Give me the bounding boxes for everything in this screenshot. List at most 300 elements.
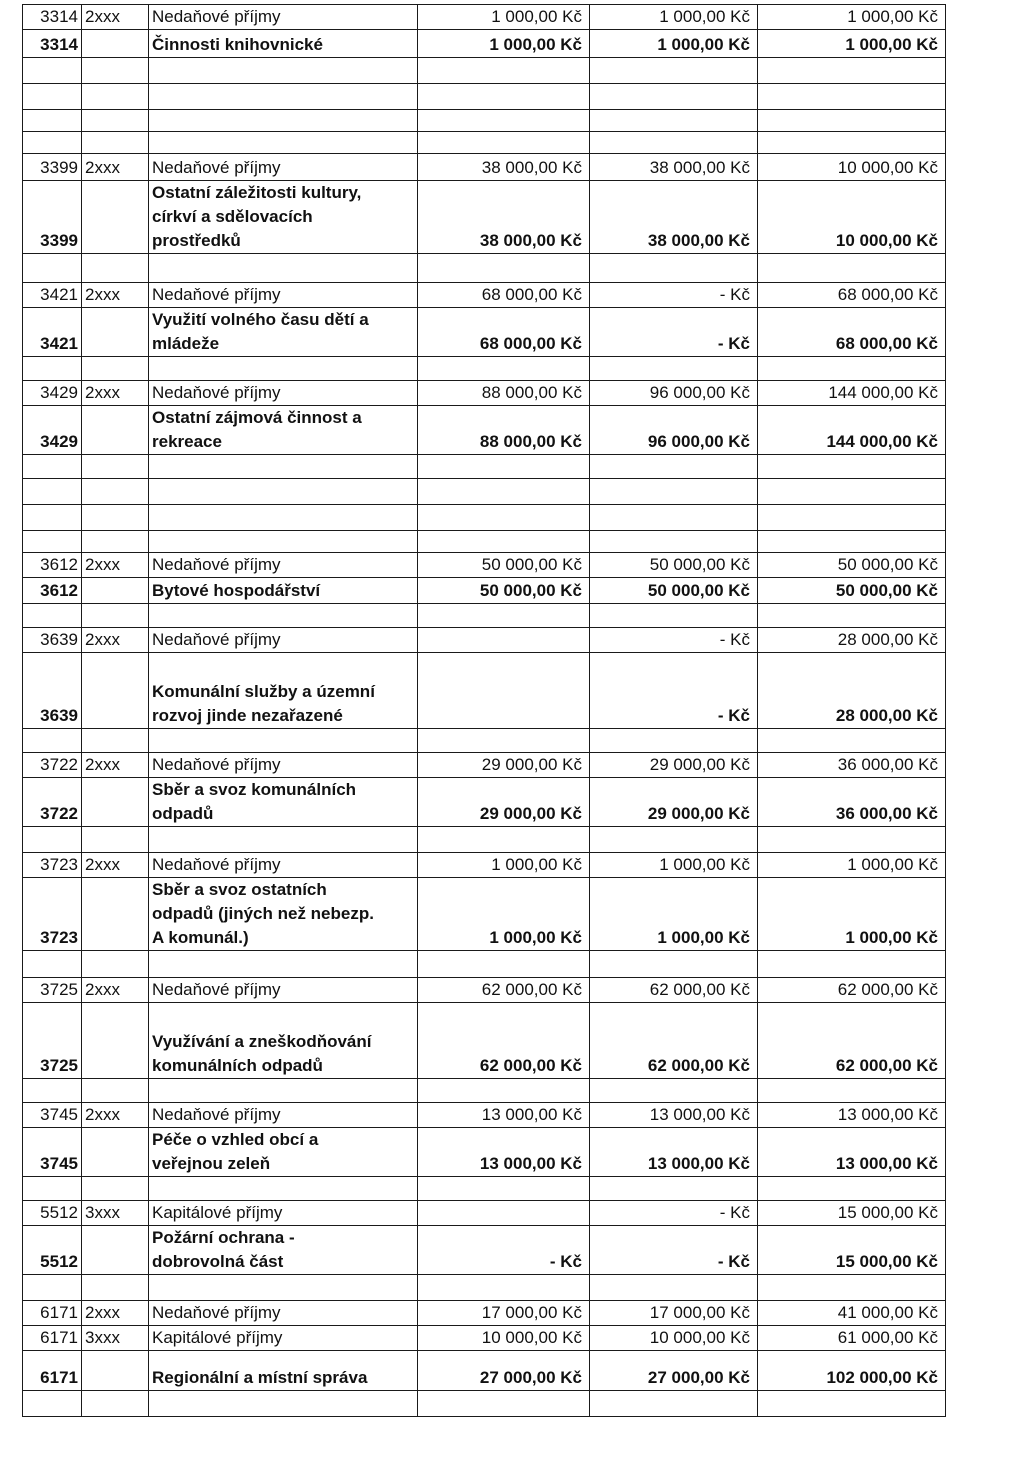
value-2-cell <box>590 455 758 479</box>
description-cell: Ostatní záležitosti kultury, církví a sdělovacích prostředků <box>149 181 418 254</box>
table-row <box>23 978 946 1003</box>
value-3-cell: 68 000,00 Kč <box>758 308 946 357</box>
table-row-empty <box>23 254 946 283</box>
paragraph-cell: 3429 <box>23 381 82 406</box>
item-code-cell: 2xxx <box>82 753 149 778</box>
value-1-cell: 68 000,00 Kč <box>418 308 590 357</box>
description-cell <box>149 455 418 479</box>
value-1-cell: 1 000,00 Kč <box>418 853 590 878</box>
paragraph-cell: 3421 <box>23 308 82 357</box>
paragraph-cell: 3399 <box>23 154 82 181</box>
paragraph-cell: 3612 <box>23 553 82 578</box>
value-1-cell: 29 000,00 Kč <box>418 753 590 778</box>
value-1-cell: 29 000,00 Kč <box>418 778 590 827</box>
item-code-cell <box>82 1003 149 1079</box>
value-1-cell <box>418 1391 590 1417</box>
item-code-cell: 2xxx <box>82 553 149 578</box>
paragraph-cell: 3399 <box>23 181 82 254</box>
value-2-cell <box>590 132 758 154</box>
description-cell <box>149 505 418 531</box>
value-2-cell <box>590 505 758 531</box>
value-2-cell <box>590 1079 758 1103</box>
value-2-cell: - Kč <box>590 283 758 308</box>
value-1-cell: 10 000,00 Kč <box>418 1326 590 1351</box>
value-1-cell <box>418 505 590 531</box>
value-2-cell: - Kč <box>590 1201 758 1226</box>
value-3-cell <box>758 1275 946 1301</box>
table-row <box>23 753 946 778</box>
value-2-cell: 1 000,00 Kč <box>590 30 758 58</box>
table-row <box>23 283 946 308</box>
table-row <box>23 1103 946 1128</box>
description-cell: Péče o vzhled obcí a veřejnou zeleň <box>149 1128 418 1177</box>
table-row-empty <box>23 1275 946 1301</box>
paragraph-cell <box>23 1177 82 1201</box>
paragraph-cell <box>23 132 82 154</box>
value-1-cell <box>418 653 590 729</box>
value-2-cell: 62 000,00 Kč <box>590 978 758 1003</box>
description-cell: Nedaňové příjmy <box>149 553 418 578</box>
table-row <box>23 1301 946 1326</box>
value-1-cell: 17 000,00 Kč <box>418 1301 590 1326</box>
item-code-cell <box>82 1079 149 1103</box>
paragraph-cell: 3314 <box>23 5 82 30</box>
value-2-cell <box>590 951 758 978</box>
value-2-cell <box>590 357 758 381</box>
table-row-empty <box>23 604 946 628</box>
paragraph-cell: 3639 <box>23 628 82 653</box>
value-2-cell: 29 000,00 Kč <box>590 753 758 778</box>
value-1-cell <box>418 1201 590 1226</box>
paragraph-cell <box>23 531 82 553</box>
description-cell: Kapitálové příjmy <box>149 1201 418 1226</box>
value-2-cell <box>590 827 758 853</box>
item-code-cell <box>82 578 149 604</box>
paragraph-cell <box>23 951 82 978</box>
value-2-cell: 96 000,00 Kč <box>590 406 758 455</box>
description-cell <box>149 254 418 283</box>
value-2-cell: 1 000,00 Kč <box>590 5 758 30</box>
item-code-cell <box>82 653 149 729</box>
value-1-cell: 1 000,00 Kč <box>418 878 590 951</box>
value-1-cell <box>418 628 590 653</box>
value-1-cell <box>418 1275 590 1301</box>
value-2-cell: 38 000,00 Kč <box>590 181 758 254</box>
value-1-cell <box>418 604 590 628</box>
value-1-cell: 1 000,00 Kč <box>418 5 590 30</box>
description-cell <box>149 357 418 381</box>
value-2-cell: 10 000,00 Kč <box>590 1326 758 1351</box>
item-code-cell <box>82 778 149 827</box>
value-2-cell: 27 000,00 Kč <box>590 1351 758 1391</box>
value-3-cell <box>758 827 946 853</box>
item-code-cell <box>82 1226 149 1275</box>
paragraph-cell: 5512 <box>23 1201 82 1226</box>
value-3-cell: 1 000,00 Kč <box>758 30 946 58</box>
value-1-cell <box>418 58 590 84</box>
description-cell <box>149 1177 418 1201</box>
description-cell <box>149 1275 418 1301</box>
item-code-cell <box>82 30 149 58</box>
table-row-total <box>23 181 946 254</box>
table-row <box>23 154 946 181</box>
value-3-cell: 61 000,00 Kč <box>758 1326 946 1351</box>
description-cell <box>149 827 418 853</box>
value-1-cell <box>418 1079 590 1103</box>
item-code-cell: 2xxx <box>82 628 149 653</box>
table-row-empty <box>23 951 946 978</box>
description-cell: Využívání a zneškodňování komunálních odpadů <box>149 1003 418 1079</box>
item-code-cell <box>82 531 149 553</box>
description-cell <box>149 1391 418 1417</box>
value-1-cell: 38 000,00 Kč <box>418 154 590 181</box>
value-1-cell: 1 000,00 Kč <box>418 30 590 58</box>
value-2-cell <box>590 1391 758 1417</box>
value-2-cell: 13 000,00 Kč <box>590 1128 758 1177</box>
description-cell <box>149 604 418 628</box>
table-row-empty <box>23 58 946 84</box>
paragraph-cell <box>23 827 82 853</box>
item-code-cell <box>82 308 149 357</box>
value-2-cell <box>590 254 758 283</box>
paragraph-cell <box>23 254 82 283</box>
description-cell <box>149 1079 418 1103</box>
value-3-cell: 36 000,00 Kč <box>758 778 946 827</box>
table-row-total <box>23 1128 946 1177</box>
paragraph-cell: 3314 <box>23 30 82 58</box>
value-1-cell <box>418 827 590 853</box>
table-row-empty <box>23 1177 946 1201</box>
value-3-cell <box>758 479 946 505</box>
table-row-total <box>23 1226 946 1275</box>
value-1-cell <box>418 254 590 283</box>
value-2-cell: 13 000,00 Kč <box>590 1103 758 1128</box>
value-3-cell: 1 000,00 Kč <box>758 878 946 951</box>
value-2-cell: - Kč <box>590 653 758 729</box>
value-3-cell <box>758 357 946 381</box>
paragraph-cell: 3612 <box>23 578 82 604</box>
value-1-cell: 62 000,00 Kč <box>418 1003 590 1079</box>
table-row-empty <box>23 1079 946 1103</box>
value-3-cell: 13 000,00 Kč <box>758 1128 946 1177</box>
description-cell <box>149 132 418 154</box>
value-2-cell <box>590 58 758 84</box>
item-code-cell: 2xxx <box>82 283 149 308</box>
description-cell: Kapitálové příjmy <box>149 1326 418 1351</box>
value-2-cell: 1 000,00 Kč <box>590 853 758 878</box>
value-3-cell: 1 000,00 Kč <box>758 5 946 30</box>
description-cell: Sběr a svoz ostatních odpadů (jiných než nebezp. A komunál.) <box>149 878 418 951</box>
paragraph-cell <box>23 58 82 84</box>
value-2-cell: 50 000,00 Kč <box>590 578 758 604</box>
description-cell: Nedaňové příjmy <box>149 154 418 181</box>
item-code-cell <box>82 1128 149 1177</box>
item-code-cell: 2xxx <box>82 978 149 1003</box>
paragraph-cell: 3725 <box>23 1003 82 1079</box>
value-1-cell <box>418 531 590 553</box>
paragraph-cell <box>23 1079 82 1103</box>
value-3-cell: 68 000,00 Kč <box>758 283 946 308</box>
item-code-cell <box>82 1351 149 1391</box>
table-row <box>23 628 946 653</box>
value-2-cell: 1 000,00 Kč <box>590 878 758 951</box>
description-cell <box>149 531 418 553</box>
value-2-cell: 62 000,00 Kč <box>590 1003 758 1079</box>
value-3-cell <box>758 455 946 479</box>
description-cell: Sběr a svoz komunálních odpadů <box>149 778 418 827</box>
value-3-cell: 102 000,00 Kč <box>758 1351 946 1391</box>
value-1-cell <box>418 1177 590 1201</box>
item-code-cell <box>82 84 149 110</box>
item-code-cell <box>82 505 149 531</box>
item-code-cell <box>82 455 149 479</box>
description-cell <box>149 479 418 505</box>
value-3-cell: 28 000,00 Kč <box>758 628 946 653</box>
value-1-cell <box>418 132 590 154</box>
value-2-cell: 38 000,00 Kč <box>590 154 758 181</box>
paragraph-cell: 3725 <box>23 978 82 1003</box>
item-code-cell: 2xxx <box>82 381 149 406</box>
description-cell: Nedaňové příjmy <box>149 1103 418 1128</box>
description-cell: Nedaňové příjmy <box>149 978 418 1003</box>
table-row-empty <box>23 357 946 381</box>
value-3-cell: 10 000,00 Kč <box>758 181 946 254</box>
value-3-cell: 15 000,00 Kč <box>758 1201 946 1226</box>
value-1-cell <box>418 455 590 479</box>
paragraph-cell: 5512 <box>23 1226 82 1275</box>
value-3-cell: 1 000,00 Kč <box>758 853 946 878</box>
description-cell: Činnosti knihovnické <box>149 30 418 58</box>
value-3-cell: 15 000,00 Kč <box>758 1226 946 1275</box>
value-3-cell <box>758 951 946 978</box>
value-1-cell: 68 000,00 Kč <box>418 283 590 308</box>
table-row-total <box>23 578 946 604</box>
value-3-cell <box>758 505 946 531</box>
table-row-empty <box>23 505 946 531</box>
value-3-cell <box>758 1079 946 1103</box>
paragraph-cell <box>23 357 82 381</box>
value-3-cell <box>758 1391 946 1417</box>
table-row-empty <box>23 531 946 553</box>
value-2-cell: - Kč <box>590 308 758 357</box>
paragraph-cell: 6171 <box>23 1351 82 1391</box>
value-2-cell <box>590 110 758 132</box>
value-3-cell: 28 000,00 Kč <box>758 653 946 729</box>
description-cell <box>149 110 418 132</box>
value-1-cell <box>418 951 590 978</box>
item-code-cell: 2xxx <box>82 1103 149 1128</box>
paragraph-cell <box>23 729 82 753</box>
description-cell: Nedaňové příjmy <box>149 5 418 30</box>
paragraph-cell <box>23 505 82 531</box>
value-3-cell: 144 000,00 Kč <box>758 406 946 455</box>
value-1-cell <box>418 479 590 505</box>
item-code-cell <box>82 406 149 455</box>
value-3-cell: 62 000,00 Kč <box>758 978 946 1003</box>
paragraph-cell: 3722 <box>23 778 82 827</box>
description-cell: Nedaňové příjmy <box>149 628 418 653</box>
value-3-cell: 50 000,00 Kč <box>758 578 946 604</box>
table-row-empty <box>23 132 946 154</box>
table-row-empty <box>23 479 946 505</box>
value-1-cell <box>418 110 590 132</box>
table-row <box>23 1201 946 1226</box>
paragraph-cell <box>23 1391 82 1417</box>
item-code-cell: 2xxx <box>82 853 149 878</box>
value-1-cell <box>418 84 590 110</box>
value-3-cell <box>758 604 946 628</box>
item-code-cell <box>82 110 149 132</box>
description-cell: Požární ochrana - dobrovolná část <box>149 1226 418 1275</box>
table-row <box>23 853 946 878</box>
value-1-cell: 13 000,00 Kč <box>418 1128 590 1177</box>
value-1-cell: 50 000,00 Kč <box>418 578 590 604</box>
value-2-cell: 29 000,00 Kč <box>590 778 758 827</box>
description-cell: Nedaňové příjmy <box>149 1301 418 1326</box>
value-2-cell <box>590 84 758 110</box>
description-cell: Nedaňové příjmy <box>149 853 418 878</box>
value-1-cell <box>418 729 590 753</box>
value-2-cell: - Kč <box>590 628 758 653</box>
paragraph-cell: 6171 <box>23 1301 82 1326</box>
value-1-cell: 88 000,00 Kč <box>418 381 590 406</box>
value-2-cell <box>590 1177 758 1201</box>
value-2-cell <box>590 531 758 553</box>
paragraph-cell: 3745 <box>23 1128 82 1177</box>
table-row-total <box>23 406 946 455</box>
description-cell <box>149 58 418 84</box>
item-code-cell: 2xxx <box>82 154 149 181</box>
table-row-total <box>23 308 946 357</box>
description-cell <box>149 951 418 978</box>
item-code-cell <box>82 827 149 853</box>
budget-table <box>22 4 946 1417</box>
value-1-cell: 13 000,00 Kč <box>418 1103 590 1128</box>
item-code-cell <box>82 357 149 381</box>
value-3-cell <box>758 254 946 283</box>
description-cell: Regionální a místní správa <box>149 1351 418 1391</box>
value-3-cell <box>758 531 946 553</box>
table-row-total <box>23 30 946 58</box>
value-3-cell <box>758 729 946 753</box>
description-cell: Nedaňové příjmy <box>149 753 418 778</box>
table-row <box>23 1326 946 1351</box>
value-2-cell: - Kč <box>590 1226 758 1275</box>
item-code-cell <box>82 479 149 505</box>
paragraph-cell <box>23 84 82 110</box>
paragraph-cell: 3723 <box>23 878 82 951</box>
item-code-cell <box>82 181 149 254</box>
paragraph-cell <box>23 455 82 479</box>
table-row-total <box>23 778 946 827</box>
value-2-cell: 50 000,00 Kč <box>590 553 758 578</box>
paragraph-cell <box>23 110 82 132</box>
item-code-cell <box>82 254 149 283</box>
item-code-cell <box>82 1177 149 1201</box>
value-2-cell <box>590 604 758 628</box>
description-cell: Využití volného času dětí a mládeže <box>149 308 418 357</box>
value-3-cell: 144 000,00 Kč <box>758 381 946 406</box>
paragraph-cell: 3722 <box>23 753 82 778</box>
paragraph-cell: 3421 <box>23 283 82 308</box>
item-code-cell <box>82 729 149 753</box>
item-code-cell: 2xxx <box>82 5 149 30</box>
table-row-empty <box>23 455 946 479</box>
value-1-cell: - Kč <box>418 1226 590 1275</box>
value-1-cell: 27 000,00 Kč <box>418 1351 590 1391</box>
description-cell <box>149 729 418 753</box>
value-3-cell <box>758 132 946 154</box>
value-2-cell <box>590 479 758 505</box>
value-3-cell <box>758 58 946 84</box>
paragraph-cell <box>23 604 82 628</box>
item-code-cell <box>82 1391 149 1417</box>
value-3-cell: 62 000,00 Kč <box>758 1003 946 1079</box>
value-3-cell <box>758 110 946 132</box>
paragraph-cell: 3429 <box>23 406 82 455</box>
paragraph-cell: 6171 <box>23 1326 82 1351</box>
table-row-empty <box>23 827 946 853</box>
value-3-cell: 10 000,00 Kč <box>758 154 946 181</box>
value-2-cell <box>590 1275 758 1301</box>
value-1-cell: 62 000,00 Kč <box>418 978 590 1003</box>
table-row-total <box>23 1351 946 1391</box>
item-code-cell <box>82 132 149 154</box>
value-3-cell <box>758 84 946 110</box>
table-row-empty <box>23 110 946 132</box>
value-1-cell <box>418 357 590 381</box>
value-3-cell: 13 000,00 Kč <box>758 1103 946 1128</box>
description-cell: Ostatní zájmová činnost a rekreace <box>149 406 418 455</box>
paragraph-cell: 3639 <box>23 653 82 729</box>
value-1-cell: 88 000,00 Kč <box>418 406 590 455</box>
value-3-cell <box>758 1177 946 1201</box>
budget-table-body <box>23 5 946 1417</box>
table-row-empty <box>23 1391 946 1417</box>
item-code-cell <box>82 878 149 951</box>
item-code-cell <box>82 604 149 628</box>
table-row-total <box>23 878 946 951</box>
paragraph-cell: 3745 <box>23 1103 82 1128</box>
description-cell: Nedaňové příjmy <box>149 283 418 308</box>
table-row-empty <box>23 84 946 110</box>
table-row <box>23 381 946 406</box>
table-row <box>23 553 946 578</box>
value-1-cell: 50 000,00 Kč <box>418 553 590 578</box>
item-code-cell: 3xxx <box>82 1201 149 1226</box>
item-code-cell <box>82 951 149 978</box>
item-code-cell <box>82 1275 149 1301</box>
paragraph-cell: 3723 <box>23 853 82 878</box>
value-1-cell: 38 000,00 Kč <box>418 181 590 254</box>
item-code-cell: 3xxx <box>82 1326 149 1351</box>
paragraph-cell <box>23 479 82 505</box>
item-code-cell <box>82 58 149 84</box>
table-row-total <box>23 1003 946 1079</box>
table-row <box>23 5 946 30</box>
item-code-cell: 2xxx <box>82 1301 149 1326</box>
description-cell: Bytové hospodářství <box>149 578 418 604</box>
value-3-cell: 41 000,00 Kč <box>758 1301 946 1326</box>
table-row-total <box>23 653 946 729</box>
value-2-cell <box>590 729 758 753</box>
description-cell: Nedaňové příjmy <box>149 381 418 406</box>
paragraph-cell <box>23 1275 82 1301</box>
description-cell: Komunální služby a územní rozvoj jinde nezařazené <box>149 653 418 729</box>
value-3-cell: 36 000,00 Kč <box>758 753 946 778</box>
description-cell <box>149 84 418 110</box>
value-3-cell: 50 000,00 Kč <box>758 553 946 578</box>
